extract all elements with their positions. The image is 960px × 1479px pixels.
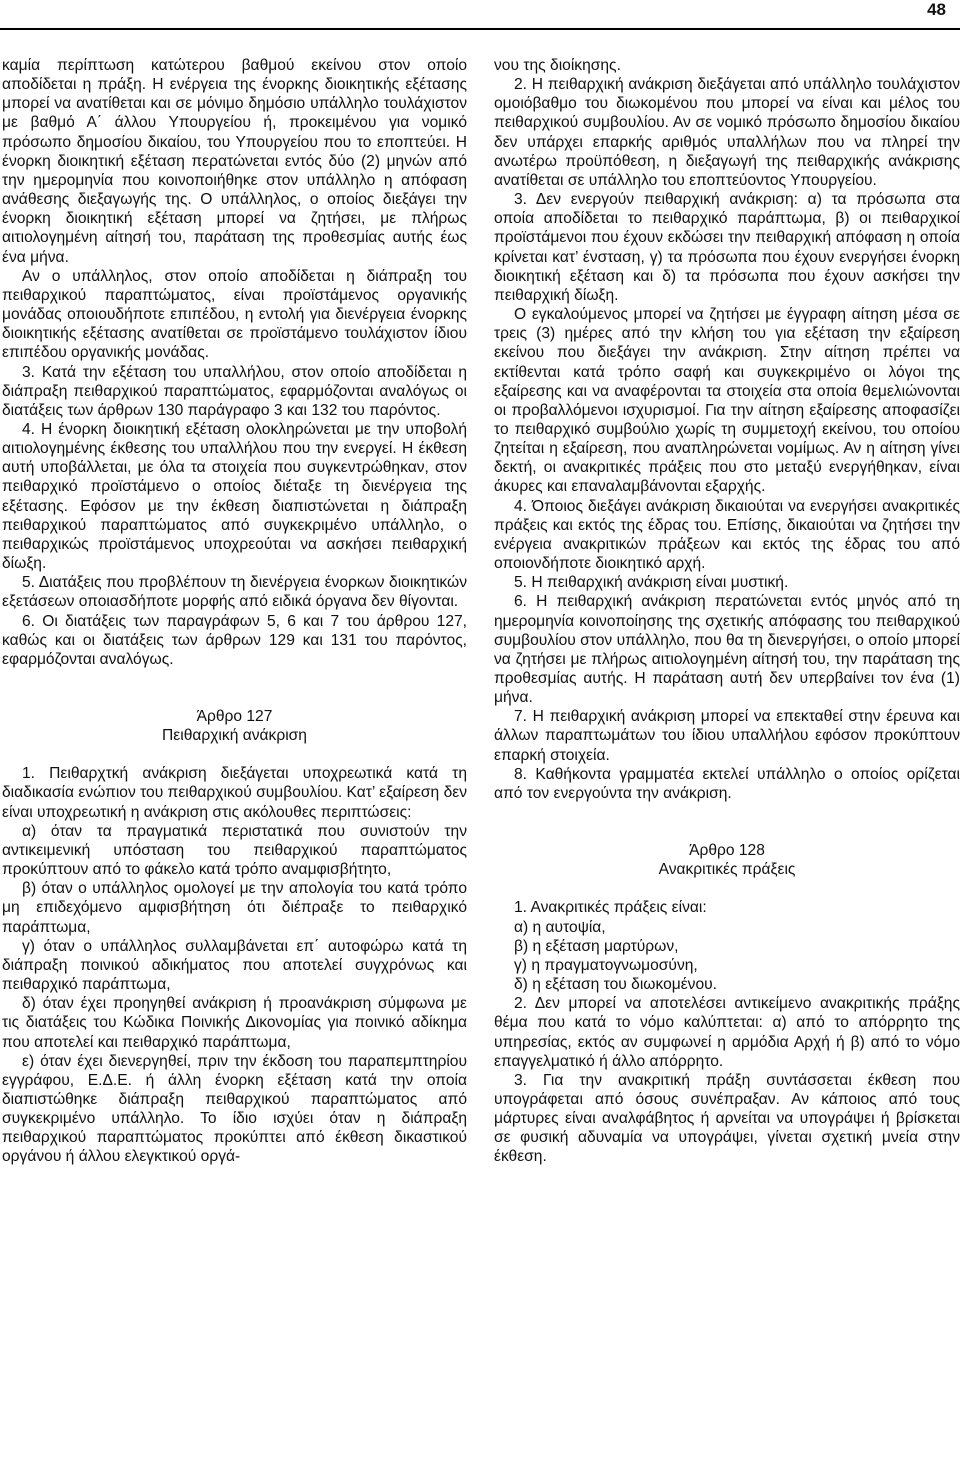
article-heading: Ανακριτικές πράξεις <box>658 861 796 879</box>
spacer <box>2 669 467 688</box>
paragraph: Ο εγκαλούμενος μπορεί να ζητήσει με έγγραφη αίτηση μέσα σε τρεις (3) ημέρες από την κλήση του για εξέταση την εξαίρεση εκείνου που διεξάγει την ανάκριση. Στην αίτηση πρέπει να εκτίθενται κατά τρόπο σαφή και συγκεκριμένο οι λόγοι της εξαίρεσης και να αναφέρονται τα στοιχεία στα οποία θεμελιώνονται οι προβαλλόμενοι ισχυρισμοί. Για την αίτηση εξαίρεσης αποφασίζει το πειθαρχικό συμβούλιο χωρίς τη συμμετοχή εκείνου, του οποίου ζητείται η εξαίρεση, που αναπληρώνεται νομίμως. Αν η αίτηση γίνει δεκτή, οι ανακριτικές πράξεις που στο μεταξύ ενεργήθηκαν, είναι άκυρες και επαναλαμβάνονται εξαρχής. <box>494 306 960 496</box>
paragraph: νου της διοίκησης. <box>494 57 621 74</box>
spacer <box>494 803 960 822</box>
paragraph: 5. Διατάξεις που προβλέπουν τη διενέργεια ένορκων διοικητικών εξετάσεων οποιασδήποτε μορφής από ειδικά όργανα δεν θίγονται. <box>2 574 467 611</box>
paragraph: 2. Δεν μπορεί να αποτελέσει αντικείμενο ανακριτικής πράξης θέμα που κατά το νόμο καλύπτεται: α) από το απόρρητο της υπηρεσίας, εκτός αν συμφωνεί η αρμόδια Αρχή ή β) από το νόμο επαγγελματικό ή άλλο απόρρητο. <box>494 995 960 1070</box>
article-heading: Άρθρο 127 <box>196 708 273 725</box>
paragraph: 3. Για την ανακριτική πράξη συντάσσεται έκθεση που υπογράφεται από όσους συνέπραξαν. Αν κάποιος από τους μάρτυρες είναι αναλφάβητος ή αρνείται να υπογράψει ή βρίσκεται σε φυσική αδυναμία να υπογράψει, γίνεται σχετική μνεία στην έκθεση. <box>494 1071 960 1166</box>
paragraph: 6. Η πειθαρχική ανάκριση περατώνεται εντός μηνός από τη ημερομηνία κοινοποίησης της σχετικής απόφασης του πειθαρχικού συμβουλίου στον υπάλληλο, που θα τη διενεργήσει, ο οποίο μπορεί να ζητήσει με πλήρως αιτιολογημένη αίτησή του, την παράταση της προθεσμίας αυτής. Η παράταση αυτή δεν υπερβαίνει τον ένα (1) μήνα. <box>494 593 960 707</box>
paragraph: 8. Καθήκοντα γραμματέα εκτελεί υπάλληλο ο οποίος ορίζεται από τον ενεργούντα την ανάκριση. <box>494 765 960 802</box>
article-heading: Πειθαρχική ανάκριση <box>162 727 307 745</box>
spacer <box>2 745 467 764</box>
header-rule <box>0 28 960 30</box>
left-column <box>2 56 467 1167</box>
page-number: 48 <box>927 0 946 19</box>
paragraph: ε) όταν έχει διενεργηθεί, πριν την έκδοση του παραπεμπτηρίου εγγράφου, Ε.Δ.Ε. ή άλλη ένορκη εξέταση κατά την οποία διαπιστώθηκε διάπραξη πειθαρχικού παραπτώματος από συγκεκριμένο υπάλληλο. Το ίδιο ισχύει όταν η διάπραξη πειθαρχικού παραπτώματος προκύπτει από έκθεση δικαστικού οργάνου ή άλλου ελεγκτικού οργά- <box>2 1052 467 1166</box>
paragraph: γ) όταν ο υπάλληλος συλλαμβάνεται επ΄ αυτοφώρω κατά τη διάπραξη ποινικού αδικήματος που αποτελεί συγχρόνως και πειθαρχικό παράπτωμα, <box>2 937 467 994</box>
paragraph: καμία περίπτωση κατώτερου βαθμού εκείνου στον οποίο αποδίδεται η πράξη. Η ενέργεια της ένορκης διοικητικής εξέτασης μπορεί να ανατίθεται και σε μόνιμο δημόσιο υπάλληλο τουλάχιστον με βαθμό Α΄ άλλου Υπουργείου ή, προκειμένου για νομικό πρόσωπο δημοσίου δικαίου, του Υπουργείου που το εποπτεύει. Η ένορκη διοικητική εξέταση περατώνεται εντός δύο (2) μηνών από την ημερομηνία που κοινοποιήθηκε στον υπάλληλο η απόφαση ανάθεσης διεξαγωγής της. Ο υπάλληλος, ο οποίος διεξάγει την ένορκη διοικητική εξέταση μπορεί να ζητήσει, με πλήρως αιτιολογημένη αίτησή του, παράταση της προθεσμίας αυτής έως ένα μήνα. <box>2 57 467 266</box>
paragraph: α) η αυτοψία, <box>514 918 606 936</box>
paragraph: β) η εξέταση μαρτύρων, <box>514 937 679 955</box>
spacer <box>494 822 960 841</box>
paragraph: 1. Ανακριτικές πράξεις είναι: <box>514 899 707 917</box>
paragraph: Αν ο υπάλληλος, στον οποίο αποδίδεται η διάπραξη του πειθαρχικού παραπτώματος, είναι προϊστάμενος οργανικής μονάδας οποιουδήποτε επιπέδου, η εντολή για διενέργεια ένορκης διοικητικής εξέτασης ανατίθεται σε προϊστάμενο τουλάχιστον ίδιου επιπέδου οργανικής μονάδας. <box>2 267 467 362</box>
spacer <box>2 688 467 707</box>
paragraph: 4. Όποιος διεξάγει ανάκριση δικαιούται να ενεργήσει ανακριτικές πράξεις και εκτός της έδρας του. Επίσης, δικαιούται να ζητήσει την ενέργεια ανακριτικών πράξεων και εκτός της έδρας του από οποιονδήποτε διοικητικό αρχή. <box>494 497 960 573</box>
paragraph: 5. Η πειθαρχική ανάκριση είναι μυστική. <box>514 574 789 592</box>
paragraph: 4. Η ένορκη διοικητική εξέταση ολοκληρώνεται με την υποβολή αιτιολογημένης έκθεσης του υπαλλήλου που την ενεργεί. Η έκθεση αυτή υποβάλλεται, με όλα τα στοιχεία που συγκεντρώθηκαν, στον πειθαρχικό προϊστάμενο ο οποίος διέταξε τη διενέργεια της εξέτασης. Εφόσον με την έκθεση διαπιστώνεται η διάπραξη πειθαρχικού παραπτώματος από συγκεκριμένο υπάλληλο, ο πειθαρχικώς προϊστάμενος υποχρεούται να ασκήσει πειθαρχική δίωξη. <box>2 420 467 573</box>
paragraph: γ) η πραγματογνωμοσύνη, <box>514 956 698 974</box>
paragraph: α) όταν τα πραγματικά περιστατικά που συνιστούν την αντικειμενική υπόσταση του πειθαρχικού παραπτώματος προκύπτουν από το φάκελο κατά τρόπο αναμφισβήτητο, <box>2 822 467 879</box>
paragraph: 1. Πειθαρχτκή ανάκριση διεξάγεται υποχρεωτικά κατά τη διαδικασία ενώπιον του πειθαρχικού συμβουλίου. Κατ’ εξαίρεση δεν είναι υποχρεωτική η ανάκριση στις ακόλουθες περιπτώσεις: <box>2 765 467 821</box>
paragraph: β) όταν ο υπάλληλος ομολογεί με την απολογία του κατά τρόπο μη επιδεχόμενο αμφισβήτηση ότι διέπραξε το πειθαρχικό παράπτωμα, <box>2 880 467 936</box>
paragraph: δ) η εξέταση του διωκομένου. <box>514 976 718 994</box>
paragraph: 3. Δεν ενεργούν πειθαρχική ανάκριση: α) τα πρόσωπα στα οποία αποδίδεται το πειθαρχικό παράπτωμα, β) οι πειθαρχικοί προϊστάμενοι που έχουν εκδώσει την πειθαρχική απόφαση η οποία κρίνεται κατ’ ένσταση, γ) τα πρόσωπα που έχουν ενεργήσει ένορκη διοικητική εξέταση και δ) τα πρόσωπα που έχουν ασκήσει την πειθαρχική δίωξη. <box>494 191 960 304</box>
paragraph: 3. Κατά την εξέταση του υπαλλήλου, στον οποίο αποδίδεται η διάπραξη πειθαρχικού παραπτώματος, εφαρμόζονται αναλόγως οι διατάξεις των άρθρων 130 παράγραφο 3 και 132 του παρόντος. <box>2 363 467 419</box>
right-column <box>494 56 960 1167</box>
spacer <box>494 879 960 898</box>
paragraph: 6. Οι διατάξεις των παραγράφων 5, 6 και 7 του άρθρου 127, καθώς και οι διατάξεις των άρθρων 129 και 131 του παρόντος, εφαρμόζονται αναλόγως. <box>2 612 467 668</box>
paragraph: 7. Η πειθαρχική ανάκριση μπορεί να επεκταθεί στην έρευνα και άλλων παραπτωμάτων του ίδιου υπαλλήλου εφόσον προκύπτουν επαρκή στοιχεία. <box>494 708 960 764</box>
paragraph: δ) όταν έχει προηγηθεί ανάκριση ή προανάκριση σύμφωνα με τις διατάξεις του Κώδικα Ποινικής Δικονομίας για ποινικό αδίκημα που αποτελεί και πειθαρχικό παράπτωμα, <box>2 995 467 1051</box>
article-heading: Άρθρο 128 <box>689 842 765 860</box>
paragraph: 2. Η πειθαρχική ανάκριση διεξάγεται από υπάλληλο τουλάχιστον ομοιόβαθμο του διωκομένου που μπορεί να είναι και μέλος του πειθαρχικού συμβουλίου. Αν σε νομικό πρόσωπο δημοσίου δικαίου δεν υπάρχει επαρκής αριθμός υπαλλήλων που να πληρεί την ανωτέρω προϋπόθεση, η διεξαγωγή της πειθαρχικής ανάκρισης ανατίθεται σε υπάλληλο του εποπτεύοντος Υπουργείου. <box>494 76 960 189</box>
